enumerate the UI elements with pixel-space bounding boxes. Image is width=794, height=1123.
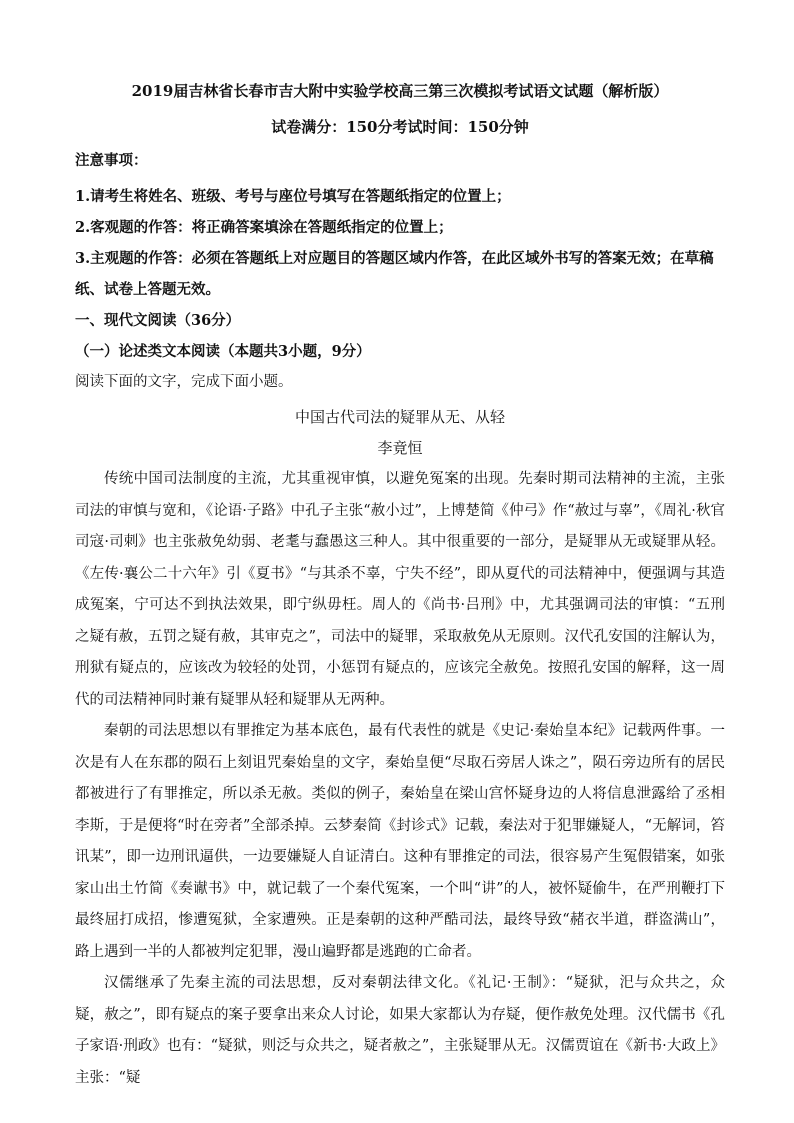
document-content: [75, 80, 725, 1094]
section-heading: 一、现代文阅读（36分）: [75, 312, 241, 329]
notice-heading: 注意事项：: [75, 152, 148, 169]
exam-title: 2019届吉林省长春市吉大附中实验学校高三第三次模拟考试语文试题（解析版）: [131, 82, 669, 100]
article-paragraph: 秦朝的司法思想以有罪推定为基本底色，最有代表性的就是《史记·秦始皇本纪》记载两件事。一次是有人在东郡的陨石上刻诅咒秦始皇的文字，秦始皇便“尽取石旁居人诛之”，陨石旁边所有的居民都被进行了有罪推定，所以杀无赦。类似的例子，秦始皇在梁山宫怀疑身边的人将信息泄露给了丞相李斯，于是便将“时在旁者”全部杀掉。云梦秦简《封诊式》记载，秦法对于犯罪嫌疑人，“无解词，笞讯某”，即一边刑讯逼供，一边要嫌疑人自证清白。这种有罪推定的司法，很容易产生冤假错案，如张家山出土竹简《奏谳书》中，就记载了一个秦代冤案，一个叫“讲”的人，被怀疑偷牛，在严刑鞭打下最终屈打成招，惨遭冤狱，全家遭殃。正是秦朝的这种严酷司法，最终导致“赭衣半道，群盗满山”，路上遇到一半的人都被判定犯罪，漫山遍野都是逃跑的亡命者。: [75, 723, 725, 960]
article-title: 中国古代司法的疑罪从无、从轻: [294, 408, 505, 426]
notice-item: 3.主观题的作答：必须在答题纸上对应题目的答题区域内作答，在此区域外书写的答案无效；在草稿纸、试卷上答题无效。: [75, 250, 714, 298]
notice-item: 2.客观题的作答：将正确答案填涂在答题纸指定的位置上；: [75, 219, 453, 236]
article-author: 李竟恒: [377, 439, 423, 457]
section-subheading: （一）论述类文本阅读（本题共3小题，9分）: [75, 343, 371, 360]
exam-subtitle: 试卷满分：150分考试时间：150分钟: [271, 118, 529, 136]
article-paragraph: 传统中国司法制度的主流，尤其重视审慎，以避免冤案的出现。先秦时期司法精神的主流，主张司法的审慎与宽和，《论语·子路》中孔子主张“赦小过”，上博楚简《仲弓》作“赦过与辜”，《周礼·秋官司寇·司刺》也主张赦免幼弱、老耄与蠢愚这三种人。其中很重要的一部分，是疑罪从无或疑罪从轻。《左传·襄公二十六年》引《夏书》“与其杀不辜，宁失不经”，即从夏代的司法精神中，便强调与其造成冤案，宁可达不到执法效果，即宁纵毋枉。周人的《尚书·吕刑》中，尤其强调司法的审慎：“五刑之疑有赦，五罚之疑有赦，其审克之”，司法中的疑罪，采取赦免从无原则。汉代孔安国的注解认为，刑狱有疑点的，应该改为较轻的处罚，小惩罚有疑点的，应该完全赦免。按照孔安国的解释，这一周代的司法精神同时兼有疑罪从轻和疑罪从无两种。: [75, 471, 725, 708]
notice-item: 1.请考生将姓名、班级、考号与座位号填写在答题纸指定的位置上；: [75, 188, 511, 205]
reading-instruction: 阅读下面的文字，完成下面小题。: [75, 374, 293, 390]
article-paragraph: 汉儒继承了先秦主流的司法思想，反对秦朝法律文化。《礼记·王制》：“疑狱，汜与众共之，众疑，赦之”，即有疑点的案子要拿出来众人讨论，如果大家都认为存疑，便作赦免处理。汉代儒书《孔子家语·刑政》也有：“疑狱，则泛与众共之，疑者赦之”，主张疑罪从无。汉儒贾谊在《新书·大政上》主张：“疑: [75, 975, 725, 1086]
